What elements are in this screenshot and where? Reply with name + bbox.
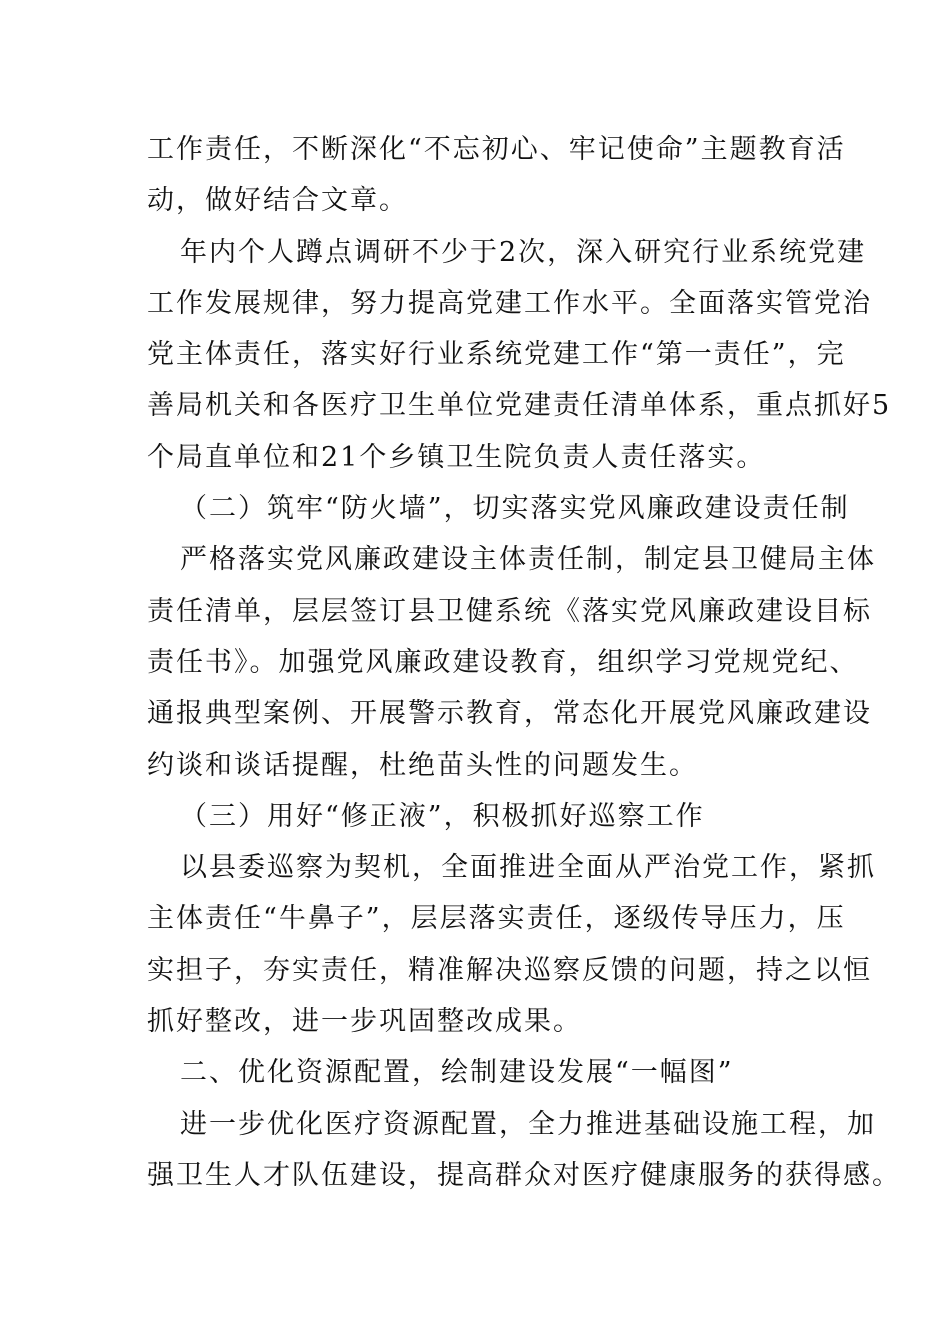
text-line: 工作发展规律，努力提高党建工作水平。全面落实管党治 — [147, 287, 872, 319]
paragraph-start-line: 进一步优化医疗资源配置，全力推进基础设施工程，加 — [180, 1108, 876, 1140]
text-line: 实担子，夯实责任，精准解决巡察反馈的问题，持之以恒 — [147, 954, 872, 986]
text-line: 个局直单位和21个乡镇卫生院负责人责任落实。 — [147, 441, 766, 473]
section-heading: （三）用好“修正液”，积极抓好巡察工作 — [180, 800, 705, 832]
paragraph-start-line: 严格落实党风廉政建设主体责任制，制定县卫健局主体 — [180, 544, 876, 576]
text-line: 动，做好结合文章。 — [147, 185, 408, 217]
text-line: 责任清单，层层签订县卫健系统《落实党风廉政建设目标 — [147, 595, 872, 627]
body-text — [147, 124, 901, 1201]
text-line: 工作责任，不断深化“不忘初心、牢记使命”主题教育活 — [147, 134, 846, 165]
paragraph-start-line: 年内个人蹲点调研不少于2次，深入研究行业系统党建 — [180, 236, 867, 268]
text-line: 党主体责任，落实好行业系统党建工作“第一责任”，完 — [147, 339, 846, 371]
text-line: 通报典型案例、开展警示教育，常态化开展党风廉政建设 — [147, 698, 872, 730]
text-line: 主体责任“牛鼻子”，层层落实责任，逐级传导压力，压 — [147, 903, 846, 935]
text-line: 责任书》。加强党风廉政建设教育，组织学习党规党纪、 — [147, 646, 859, 678]
text-line: 约谈和谈话提醒，杜绝苗头性的问题发生。 — [147, 749, 698, 781]
section-heading: 二、优化资源配置，绘制建设发展“一幅图” — [180, 1057, 734, 1089]
text-line: 抓好整改，进一步巩固整改成果。 — [147, 1006, 582, 1038]
section-heading: （二）筑牢“防火墙”，切实落实党风廉政建设责任制 — [180, 493, 850, 525]
paragraph-start-line: 以县委巡察为契机，全面推进全面从严治党工作，紧抓 — [180, 852, 876, 884]
text-line: 善局机关和各医疗卫生单位党建责任清单体系，重点抓好5 — [147, 390, 892, 422]
text-line: 强卫生人才队伍建设，提高群众对医疗健康服务的获得感。 — [147, 1159, 901, 1191]
